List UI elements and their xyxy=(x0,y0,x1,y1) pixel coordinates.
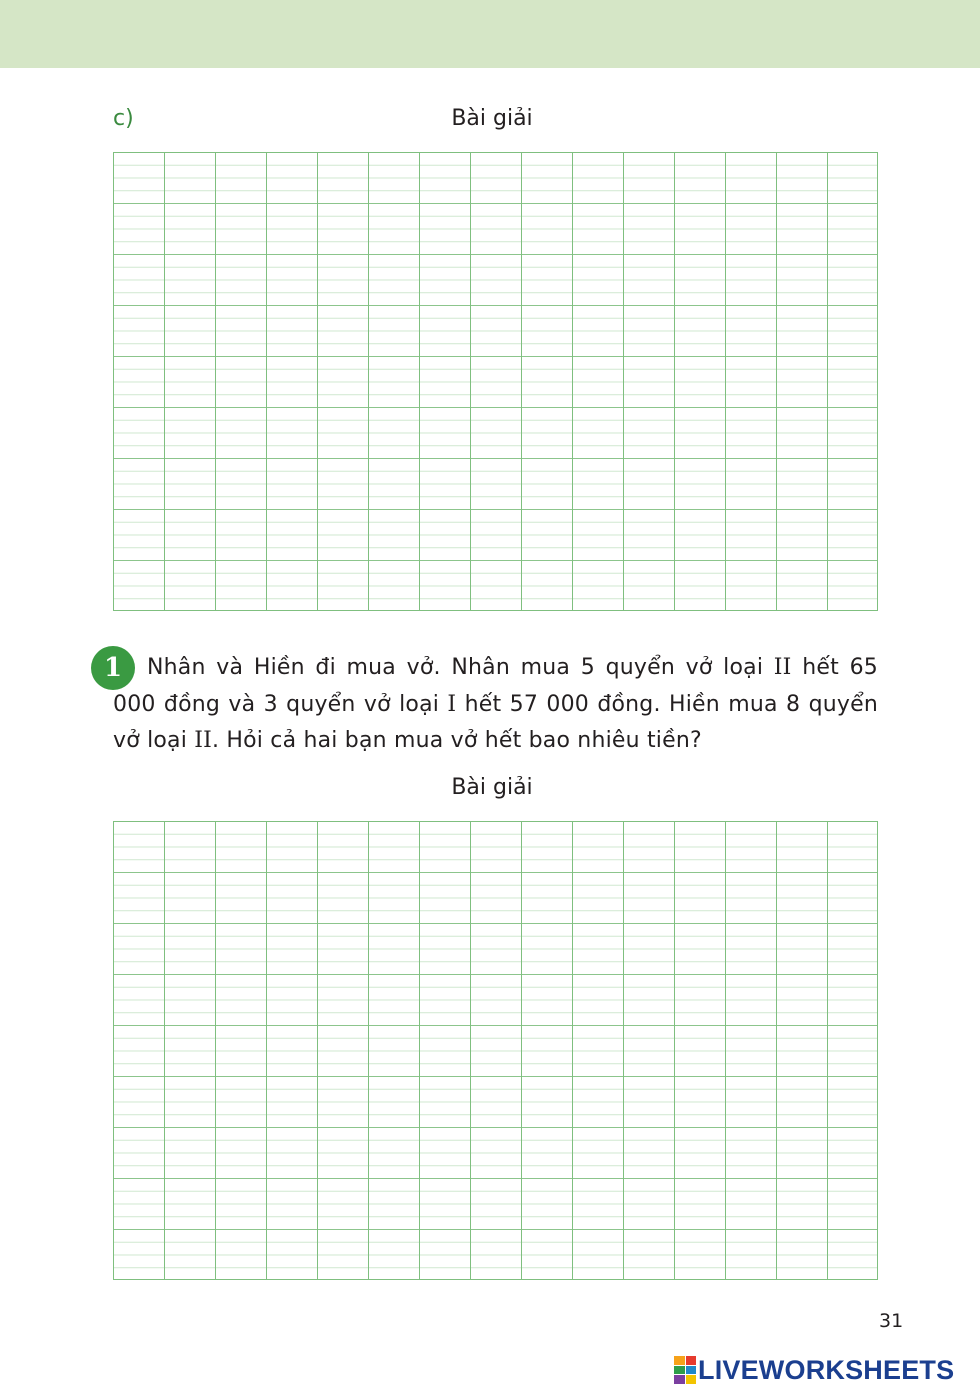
problem-roman-1: II xyxy=(773,655,792,680)
problem-statement xyxy=(113,650,878,760)
watermark-text: LIVEWORKSHEETS xyxy=(698,1354,955,1385)
answer-grid-c[interactable] xyxy=(113,152,878,611)
problem-text-4: . Hỏi cả hai bạn mua vở hết bao nhiêu tiền? xyxy=(212,728,702,753)
page-number: 31 xyxy=(879,1310,904,1332)
liveworksheets-logo-icon xyxy=(674,1356,696,1384)
answer-grid-task[interactable] xyxy=(113,821,878,1280)
problem-text-1: Nhân và Hiền đi mua vở. Nhân mua 5 quyển vở loại xyxy=(147,655,774,680)
solution-heading-task: Bài giải xyxy=(451,775,533,800)
part-c-label: c) xyxy=(113,106,134,131)
solution-heading-c: Bài giải xyxy=(451,106,533,131)
problem-text-2: hết 65 000 đồng và 3 quyển vở loại xyxy=(113,655,878,717)
task-number-badge: 1 xyxy=(91,646,135,690)
watermark xyxy=(674,1354,954,1386)
top-header-band xyxy=(0,0,980,68)
problem-roman-2: I xyxy=(447,691,457,717)
problem-roman-3: II xyxy=(194,728,213,753)
problem-text-3: hết 57 000 đồng. Hiền mua 8 quyển vở loại xyxy=(113,691,878,753)
